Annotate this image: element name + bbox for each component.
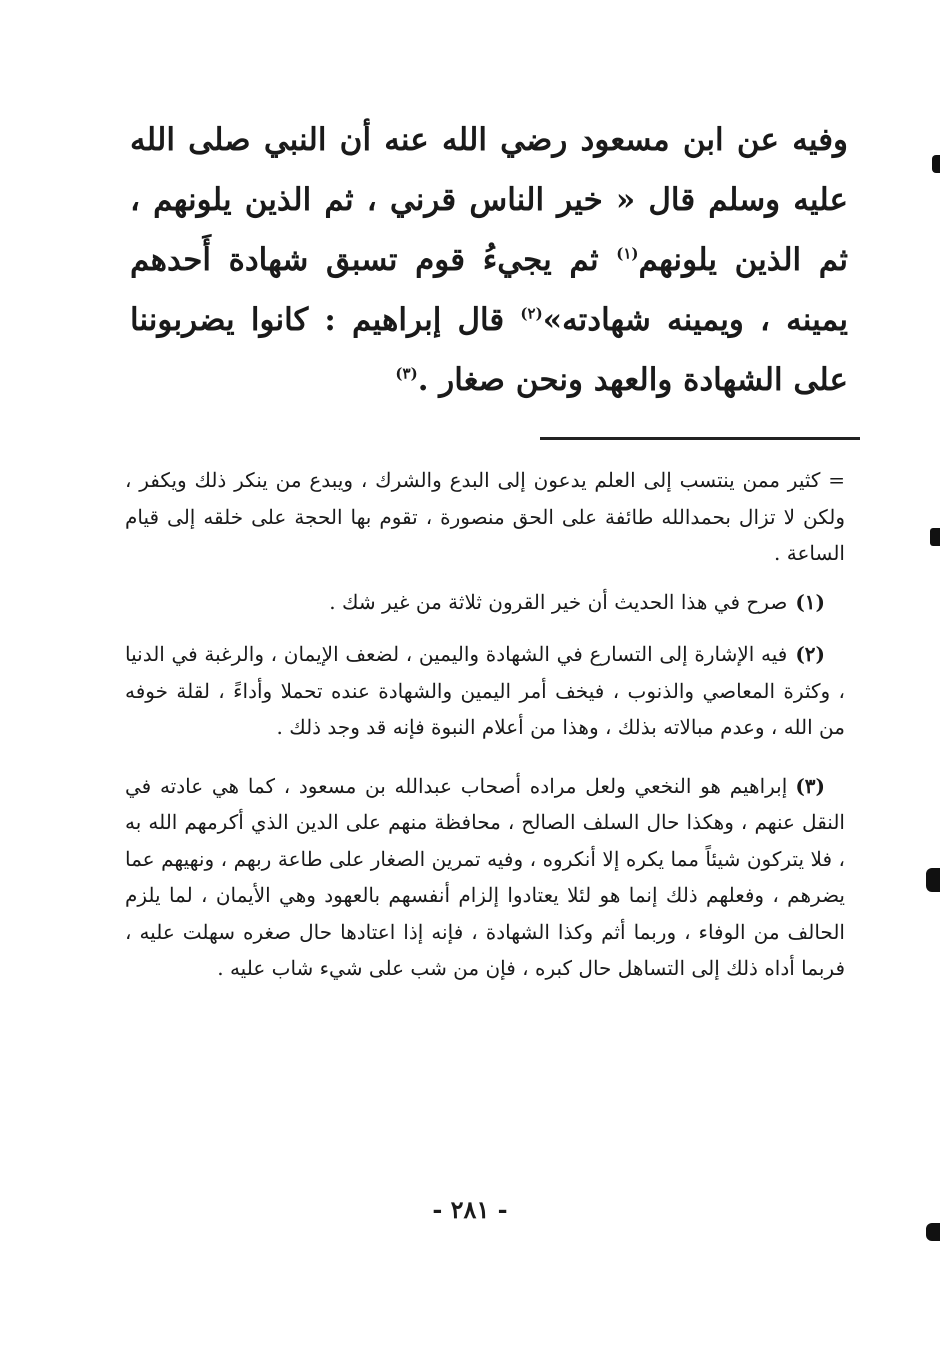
footnote-1-number: (١) — [795, 589, 825, 614]
footnote-1-text: صرح في هذا الحديث أن خير القرون ثلاثة من غير شك . — [329, 589, 788, 614]
footnote-ref-2: (٢) — [520, 304, 543, 323]
footnote-2 — [125, 636, 845, 746]
scan-edge-mark — [926, 868, 940, 892]
hadith-text-part-3: قال إبراهيم : كانوا يضربوننا على الشهادة والعهد ونحن صغار . — [130, 302, 848, 398]
footnote-3-number: (٣) — [795, 773, 825, 798]
footnotes-section — [125, 462, 845, 987]
footnote-3 — [125, 768, 845, 987]
footnote-ref-1: (١) — [616, 244, 639, 263]
hadith-text-part-1: وفيه عن ابن مسعود رضي الله عنه أن النبي صلى الله عليه وسلم قال « خير الناس قرني ، ثم الذين يلونهم ، ثم الذين يلونهم — [130, 122, 848, 278]
scan-edge-mark — [932, 155, 940, 173]
footnote-2-number: (٢) — [795, 642, 825, 666]
footnote-2-text: فيه الإشارة إلى التسارع في الشهادة واليمين ، لضعف الإيمان ، والرغبة في الدنيا ، وكثرة المعاصي والذنوب ، فيخف أمر اليمين والشهادة عنده تحملا وأداءً ، لقلة خوفه من الله ، وعدم مبالاته بذلك ، وهذا من أعلام النبوة فإنه قد وجد ذلك . — [125, 642, 845, 739]
main-hadith-text — [130, 110, 848, 410]
footnote-continuation: = كثير ممن ينتسب إلى العلم يدعون إلى البدع والشرك ، ويبدع من ينكر ذلك ويكفر ، ولكن لا تزال بحمدالله طائفة على الحق منصورة ، تقوم بها الحجة على خلقه إلى قيام الساعة . — [125, 468, 845, 565]
footnote-ref-3: (٣) — [395, 364, 418, 383]
scan-edge-mark — [926, 1223, 940, 1241]
footnote-divider — [540, 437, 860, 440]
hadith-text-part-2: ثم يجيءُ قوم تسبق شهادة أَحدهم يمينه ، ويمينه شهادته» — [130, 242, 848, 338]
footnote-3-text: إبراهيم هو النخعي ولعل مراده أصحاب عبدالله بن مسعود ، كما هي عادته في النقل عنهم ، وهكذا حال السلف الصالح ، محافظة منهم على الدين الذي أكرمهم الله به ، فلا يتركون شيئاً مما يكره إلا أنكروه ، وفيه تمرين الصغار على طاعة ربهم ، ونهيهم عما يضرهم ، وفعلهم ذلك إنما هو لئلا يعتادوا إلزام أنفسهم بالعهود وهي الأيمان ، لما يلزم الحالف من الوفاء ، وربما أثم وكذا الشهادة ، فإنه إذا اعتادها حال صغره سهلت عليه ، فربما أداه ذلك إلى التساهل حال كبره ، فإن من شب على شيء شاب عليه . — [125, 773, 845, 980]
page-number: - ٢٨١ - — [432, 1195, 508, 1224]
scan-edge-mark — [930, 528, 940, 546]
footnote-1 — [125, 584, 845, 621]
